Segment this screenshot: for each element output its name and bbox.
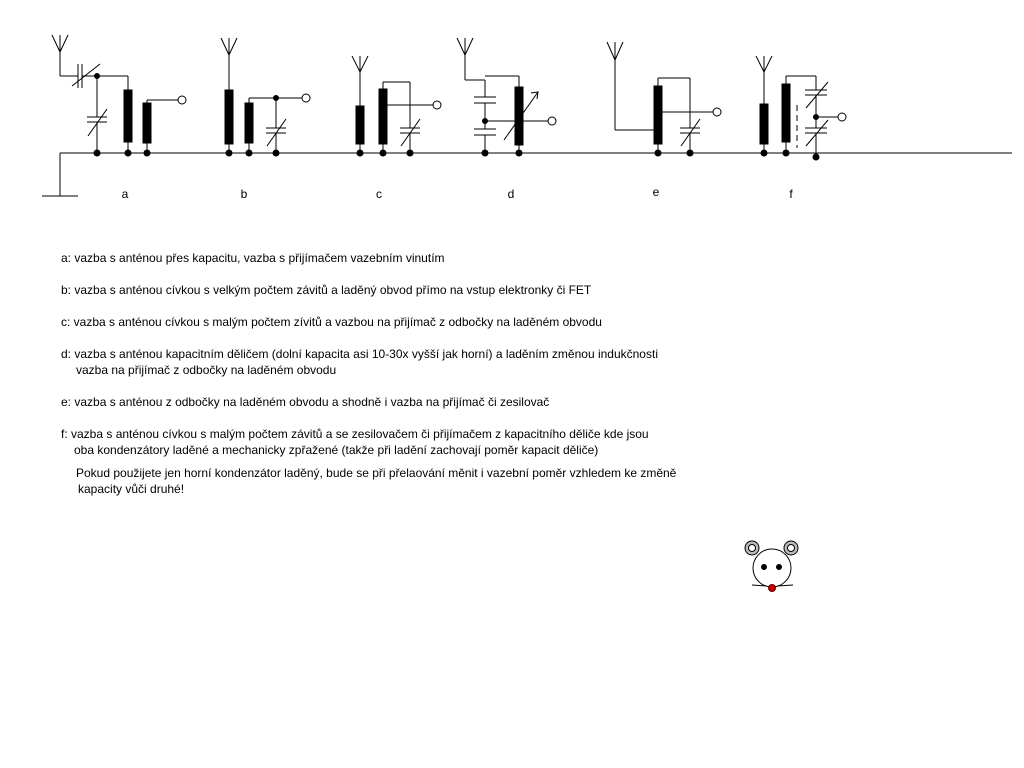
antenna-icon — [221, 38, 237, 90]
circuit-a — [52, 35, 186, 156]
description-e: e: vazba s anténou z odbočky na laděném obvodu a shodně i vazba na přijímač či zesilovač — [61, 395, 550, 409]
description-a: a: vazba s anténou přes kapacitu, vazba s přijímačem vazebním vinutím — [61, 251, 445, 265]
circuit-label-e: e — [652, 185, 660, 199]
coil-icon — [124, 90, 132, 142]
output-terminal — [548, 117, 556, 125]
antenna-icon — [52, 35, 68, 76]
note-line2: kapacity vůči druhé! — [78, 482, 185, 496]
capacitor-icon — [474, 129, 496, 135]
capacitor-icon — [474, 97, 496, 103]
circuit-c — [352, 56, 441, 156]
output-terminal — [433, 101, 441, 109]
circuit-f — [756, 56, 846, 160]
antenna-icon — [457, 38, 473, 80]
antenna-coil-icon — [760, 104, 768, 144]
circuit-e — [607, 42, 721, 156]
description-b: b: vazba s anténou cívkou s velkým počtem závitů a laděný obvod přímo na vstup elektronky či FET — [61, 283, 592, 297]
circuit-label-a: a — [121, 187, 129, 201]
antenna-coil-icon — [225, 90, 233, 144]
circuit-label-d: d — [507, 187, 515, 201]
note-line1: Pokud použijete jen horní kondenzátor laděný, bude se při přelaování měnit i vazební poměr vzhledem ke změně — [76, 466, 677, 480]
description-d-line2: vazba na přijímač z odbočky na laděném obvodu — [76, 363, 337, 377]
mouse-doodle — [745, 541, 798, 592]
description-d-line1: d: vazba s anténou kapacitním děličem (dolní kapacita asi 10-30x vyšší jak horní) a laděním změnou indukčnosti — [61, 347, 658, 361]
antenna-coil-icon — [356, 106, 364, 144]
description-f-line2: oba kondenzátory laděné a mechanicky zpřažené (takže při ladění zachovají poměr kapacit děliče) — [74, 443, 599, 457]
antenna-icon — [756, 56, 772, 104]
circuit-b — [221, 38, 310, 156]
circuit-label-b: b — [240, 187, 248, 201]
output-terminal — [713, 108, 721, 116]
output-terminal — [302, 94, 310, 102]
coil-icon — [782, 84, 790, 142]
ground-rail — [42, 153, 1012, 196]
coupling-coil-icon — [143, 103, 151, 143]
coil-icon — [379, 89, 387, 144]
circuit-label-c: c — [376, 187, 382, 201]
description-c: c: vazba s anténou cívkou s malým počtem zívitů a vazbou na přijímač z odbočky na laděném obvodu — [61, 315, 602, 329]
circuit-d — [457, 38, 556, 156]
coil-icon — [654, 86, 662, 144]
output-terminal — [178, 96, 186, 104]
circuit-labels — [122, 185, 794, 201]
output-terminal — [838, 113, 846, 121]
coil-icon — [245, 103, 253, 143]
antenna-icon — [607, 42, 623, 130]
antenna-icon — [352, 56, 368, 106]
variable-coil-icon — [515, 87, 523, 145]
circuit-label-f: f — [789, 187, 793, 201]
description-f-line1: f: vazba s anténou cívkou s malým počtem závitů a se zesilovačem či přijímačem z kapacitního děliče kde jsou — [61, 427, 649, 441]
